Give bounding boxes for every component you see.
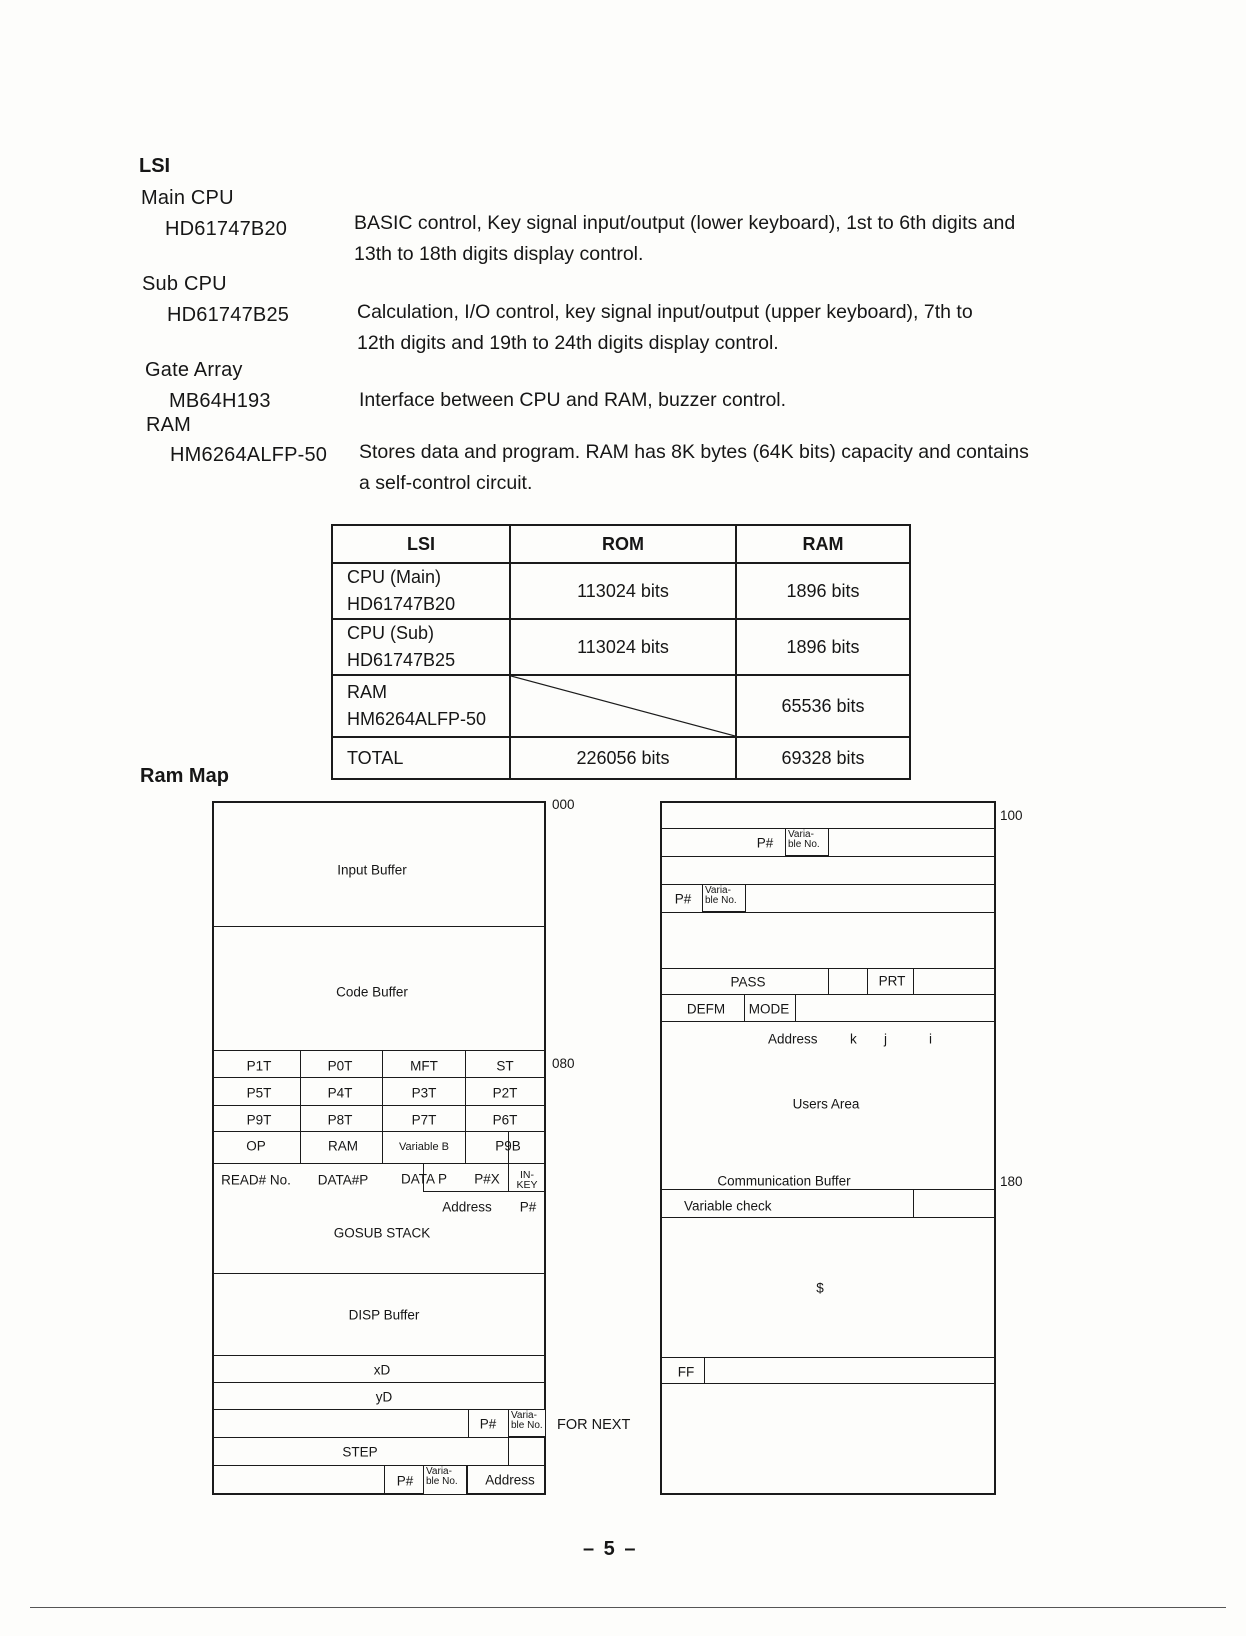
rom-cell: 113024 bits — [510, 619, 736, 675]
map-cell: P6T — [492, 1112, 518, 1128]
table-row — [332, 737, 910, 779]
users-area: Users Area — [792, 1096, 860, 1112]
map-cell: P2T — [492, 1085, 518, 1101]
map-cell: P#X — [474, 1171, 500, 1187]
lsi-memory-table — [331, 524, 911, 780]
ram-cell: 1896 bits — [736, 563, 910, 619]
inkey-cell: IN- KEY — [516, 1169, 538, 1191]
mode-cell: MODE — [748, 1001, 790, 1017]
map-cell: P# — [479, 1416, 497, 1432]
map-cell: Address — [485, 1472, 535, 1488]
main-cpu-label: Main CPU — [141, 187, 234, 209]
ram-desc: Stores data and program. RAM has 8K bytes (64K bits) capacity and contains a self-control circuit. — [359, 441, 1029, 494]
ram-map-heading: Ram Map — [140, 765, 229, 787]
map-cell: P# — [756, 835, 774, 851]
variable-no-cell: Varia- ble No. — [423, 1465, 467, 1495]
for-next-label: FOR NEXT — [557, 1417, 631, 1433]
rom-cell: 226056 bits — [510, 737, 736, 779]
map-cell: P1T — [246, 1058, 272, 1074]
main-cpu-desc: BASIC control, Key signal input/output (lower keyboard), 1st to 6th digits and 13th to 18th digits display control. — [354, 212, 1016, 265]
map-cell: P5T — [246, 1085, 272, 1101]
map-cell: READ# No. — [221, 1172, 291, 1188]
table-row — [332, 675, 910, 737]
lsi-heading: LSI — [139, 155, 171, 177]
gosub-stack: GOSUB STACK — [333, 1225, 431, 1241]
sub-cpu-desc: Calculation, I/O control, key signal input/output (upper keyboard), 7th to 12th digits and 19th to 24th digits display control. — [357, 301, 973, 354]
ram-cell: 69328 bits — [736, 737, 910, 779]
i-label: i — [929, 1031, 932, 1047]
addr-000: 000 — [552, 797, 575, 812]
header-ram: RAM — [736, 525, 910, 563]
address-label: Address — [768, 1031, 818, 1047]
map-cell: P7T — [411, 1112, 437, 1128]
variable-no-cell: Varia- ble No. — [785, 828, 829, 856]
gate-array-label: Gate Array — [145, 359, 243, 381]
code-buffer: Code Buffer — [336, 984, 408, 1000]
map-cell: DATA#P — [317, 1172, 369, 1188]
bottom-rule — [30, 1607, 1226, 1608]
dollar-cell: $ — [816, 1280, 824, 1296]
variable-check: Variable check — [684, 1198, 772, 1214]
map-cell: P3T — [411, 1085, 437, 1101]
map-cell: Address — [442, 1199, 492, 1215]
map-cell: P8T — [327, 1112, 353, 1128]
map-cell: P4T — [327, 1085, 353, 1101]
rom-cell: 113024 bits — [510, 563, 736, 619]
step-cell: STEP — [342, 1444, 378, 1460]
map-cell: P0T — [327, 1058, 353, 1074]
map-cell: P9T — [246, 1112, 272, 1128]
addr-180: 180 — [1000, 1174, 1023, 1189]
addr-080: 080 — [552, 1056, 575, 1071]
addr-100: 100 — [1000, 808, 1023, 823]
map-cell: DATA P — [400, 1171, 448, 1187]
map-cell: ST — [496, 1058, 514, 1074]
table-row — [332, 563, 910, 619]
disp-buffer: DISP Buffer — [348, 1307, 420, 1323]
map-cell: MFT — [410, 1058, 438, 1074]
ff-cell: FF — [677, 1364, 695, 1380]
map-cell: RAM — [328, 1138, 358, 1154]
sub-cpu-label: Sub CPU — [142, 273, 227, 295]
header-lsi: LSI — [332, 525, 510, 563]
lsi-name-cell: RAM HM6264ALFP-50 — [332, 675, 510, 737]
table-header-row — [332, 525, 910, 563]
yd-cell: yD — [375, 1389, 393, 1405]
rom-empty-cell — [510, 675, 736, 737]
map-cell: Variable B — [399, 1141, 449, 1153]
lsi-name-cell: CPU (Sub) HD61747B25 — [332, 619, 510, 675]
lsi-name-cell: CPU (Main) HD61747B20 — [332, 563, 510, 619]
ram-part: HM6264ALFP-50 — [170, 444, 328, 466]
ram-cell: 1896 bits — [736, 619, 910, 675]
lsi-name-cell: TOTAL — [332, 737, 510, 779]
page-number: – 5 – — [583, 1538, 638, 1560]
gate-array-part: MB64H193 — [169, 390, 271, 412]
main-cpu-part: HD61747B20 — [165, 218, 288, 240]
map-cell: OP — [246, 1138, 266, 1154]
header-rom: ROM — [510, 525, 736, 563]
j-label: j — [884, 1031, 887, 1047]
diagonal-slash — [511, 676, 735, 736]
variable-no-cell: Varia- ble No. — [508, 1409, 546, 1437]
map-cell: P# — [519, 1199, 537, 1215]
pass-cell: PASS — [730, 974, 766, 990]
xd-cell: xD — [373, 1362, 391, 1378]
map-cell: P# — [396, 1473, 414, 1489]
map-cell: P9B — [495, 1138, 521, 1154]
ram-label: RAM — [146, 414, 192, 436]
ram-cell: 65536 bits — [736, 675, 910, 737]
variable-no-cell: Varia- ble No. — [702, 884, 746, 912]
communication-buffer: Communication Buffer — [717, 1173, 851, 1189]
prt-cell: PRT — [878, 973, 906, 989]
map-cell: P# — [674, 891, 692, 907]
table-row — [332, 619, 910, 675]
sub-cpu-part: HD61747B25 — [167, 304, 290, 326]
defm-cell: DEFM — [686, 1001, 726, 1017]
input-buffer: Input Buffer — [337, 862, 407, 878]
k-label: k — [850, 1031, 857, 1047]
gate-array-desc: Interface between CPU and RAM, buzzer control. — [359, 389, 787, 411]
